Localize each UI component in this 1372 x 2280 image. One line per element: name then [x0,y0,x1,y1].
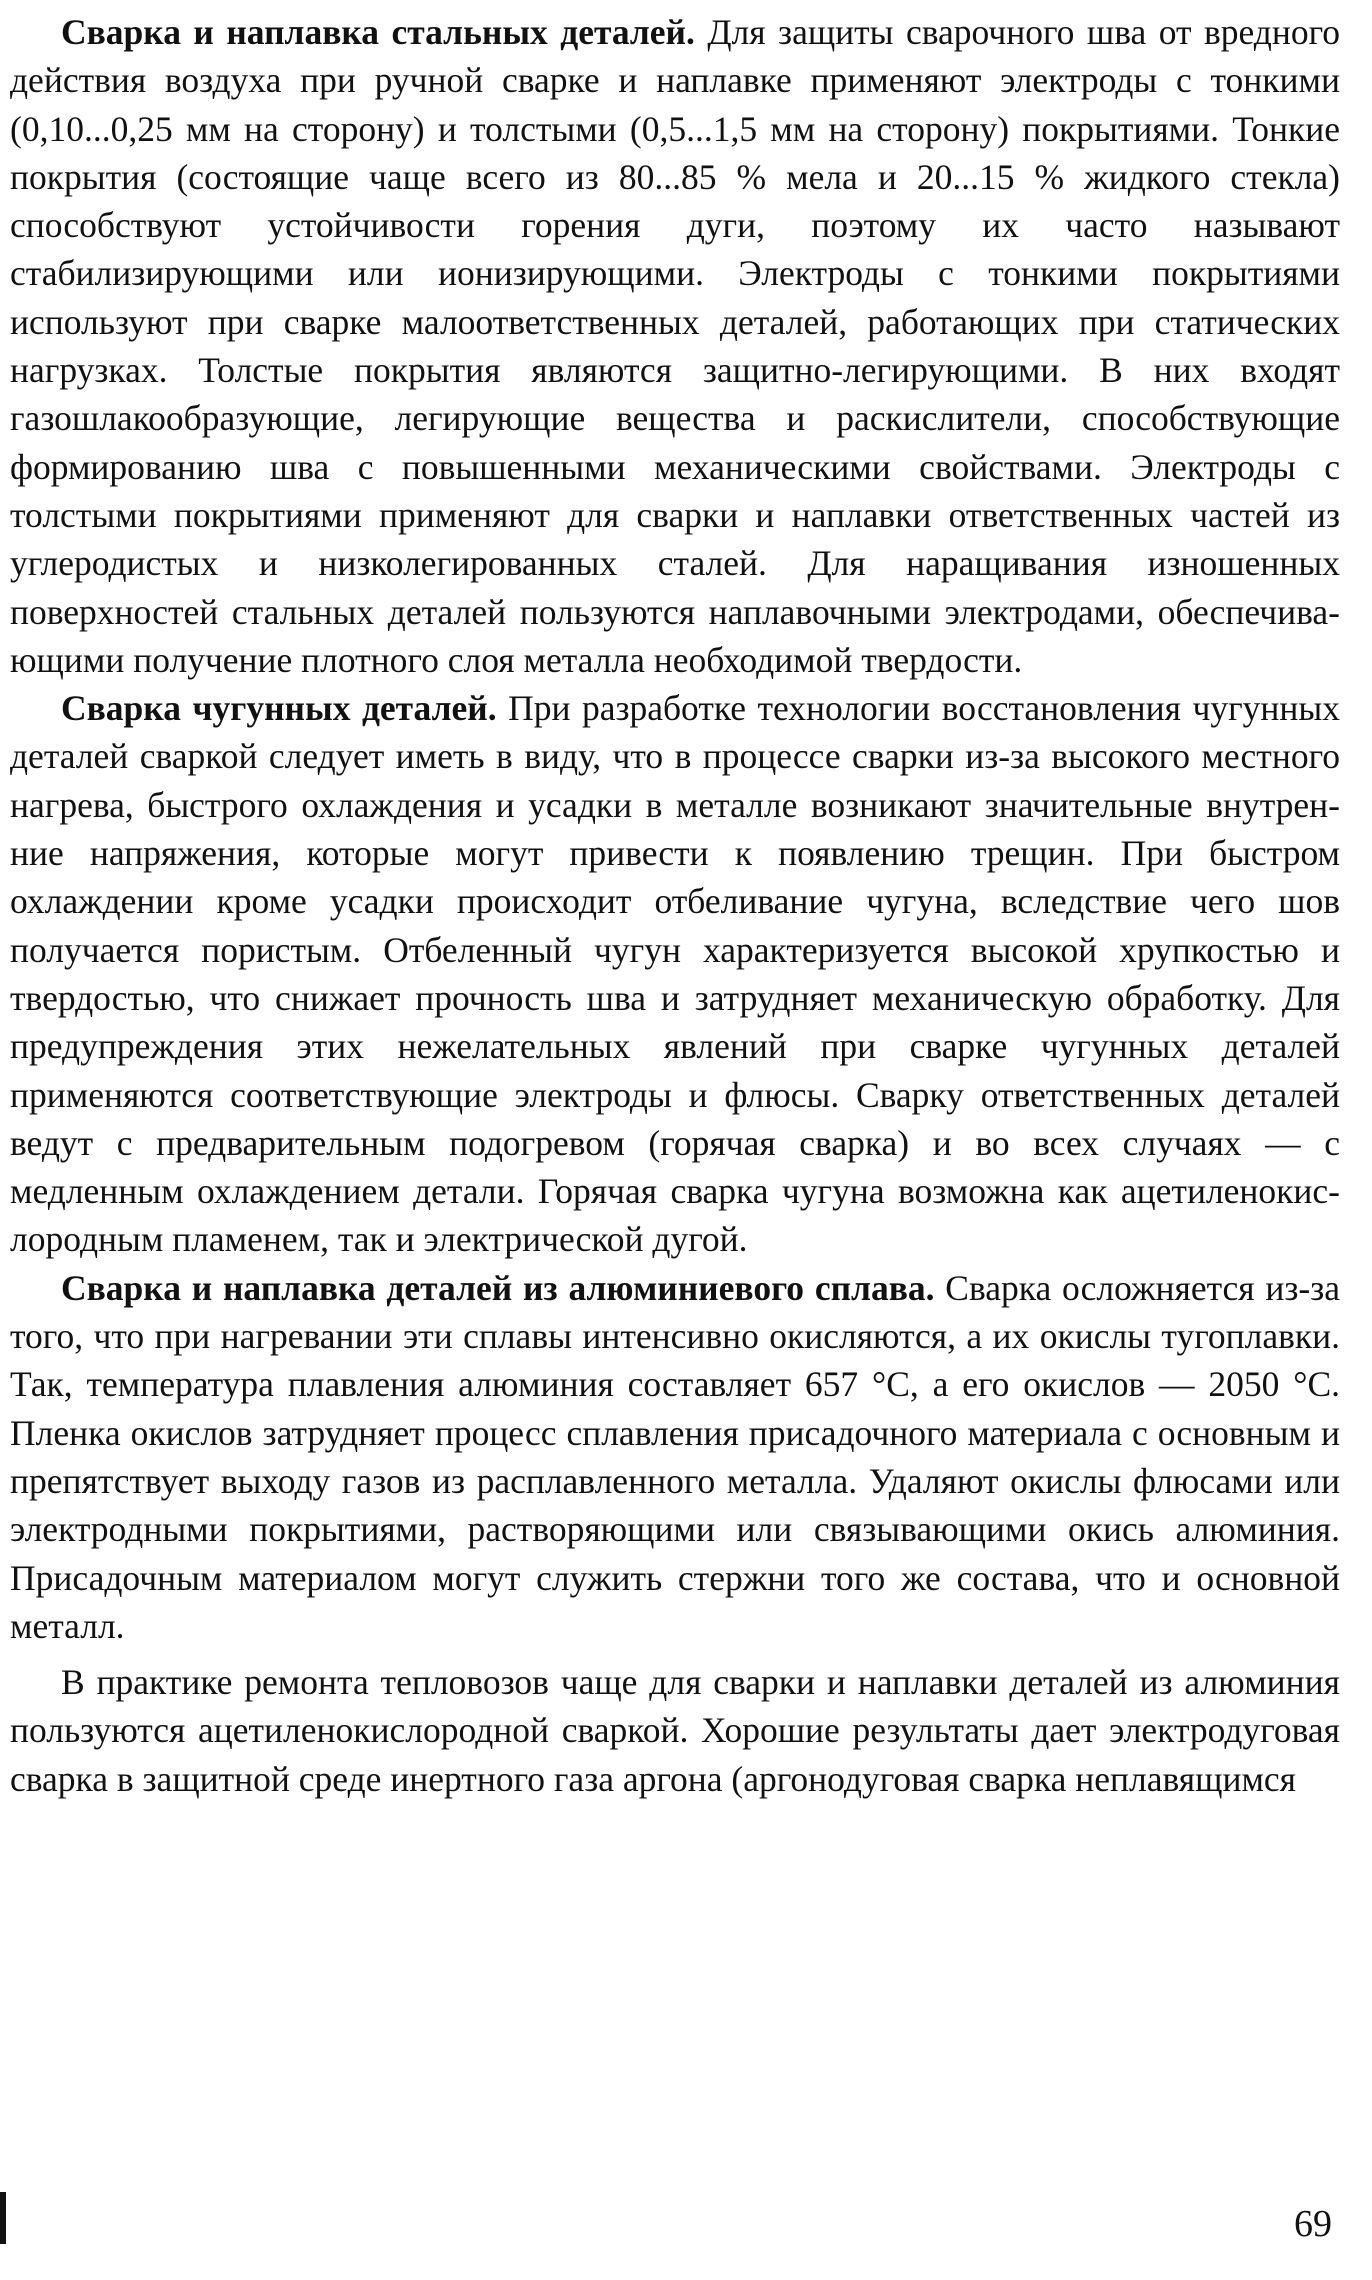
paragraph-body: В практике ремонта тепловозов чаще для сварки и наплавки деталей из алюминия пользуются ацетиленокислородной сваркой. Хорошие результаты дает электродуговая сварка в защитной среде инертного газа аргона (аргонодуговая сварка неплавящимся [10,1662,1340,1799]
paragraph-body: При разработке технологии восстановления чугунных деталей сваркой следует иметь в виду, что в процессе сварки из-за высокого местного нагрева, быстрого охлаждения и усадки в металле возникают значительные внутренние напряжения, которые могут привести к появлению трещин. При быстром охлаждении кроме усадки происходит отбеливание чугуна, вследствие чего шов получается пористым. Отбеленный чугун характеризуется высокой хрупкостью и твердостью, что снижает прочность шва и затрудняет механическую обработку. Для предупреждения этих нежелательных явлений при сварке чугунных деталей применяются соответствующие электроды и флюсы. Сварку ответственных деталей ведут с предварительным подогревом (горячая сварка) и во всех случаях — с медленным охлаждением детали. Горячая сварка чугуна возможна как ацетиленокислородным пламенем, так и электрической дугой. [10,688,1340,1260]
paragraph-heading: Сварка чугунных деталей. [61,688,497,729]
page-number: 69 [1294,2203,1332,2245]
paragraph-heading: Сварка и наплавка стальных деталей. [61,12,695,52]
paragraph-body: Для защиты сварочного шва от вредного действия воздуха при ручной сварке и наплавке применяют электроды с тонкими (0,10...0,25 мм на сторону) и толстыми (0,5...1,5 мм на сторону) покрытиями. Тонкие покрытия (состоящие чаще всего из 80...85 % мела и 20...15 % жидкого стекла) способствуют устойчивости горения дуги, поэтому их часто называют стабилизирующими или ионизирующими. Электроды с тонкими покрытиями используют при сварке малоответственных деталей, работающих при статических нагрузках. Толстые покрытия являются защитно-легирующими. В них входят газошлакообразующие, легирующие вещества и раскислители, способствующие формированию шва с повышенными механическими свойствами. Электроды с толстыми покрытиями применяют для сварки и наплавки ответственных частей из углеродистых и низколегированных сталей. Для наращивания изношенных поверхностей стальных деталей пользуются наплавочными электродами, обеспечивающими получение плотного слоя металла необходимой твердости. [10,12,1340,680]
paragraph-body: Сварка осложняется из-за того, что при нагревании эти сплавы интенсивно окисляются, а их окислы тугоплавки. Так, температура плавления алюминия составляет 657 °С, а его окислов — 2050 °С. Пленка окислов затрудняет процесс сплавления присадочного материала с основным и препятствует выходу газов из расплавленного металла. Удаляют окислы флюсами или электродными покрытиями, растворяющими или связывающими окись алюминия. Присадочным материалом могут служить стержни того же состава, что и основной металл. [10,1267,1341,1646]
paragraph-cast-iron-welding [10,684,1340,1264]
scan-edge-mark [0,2192,6,2244]
paragraph-heading: Сварка и наплавка деталей из алюминиевого сплава. [61,1267,935,1308]
paragraph-steel-welding [10,8,1340,684]
paragraph-locomotive-repair [10,1658,1340,1803]
paragraph-aluminium-welding [10,1264,1340,1650]
body-text [10,8,1340,1803]
